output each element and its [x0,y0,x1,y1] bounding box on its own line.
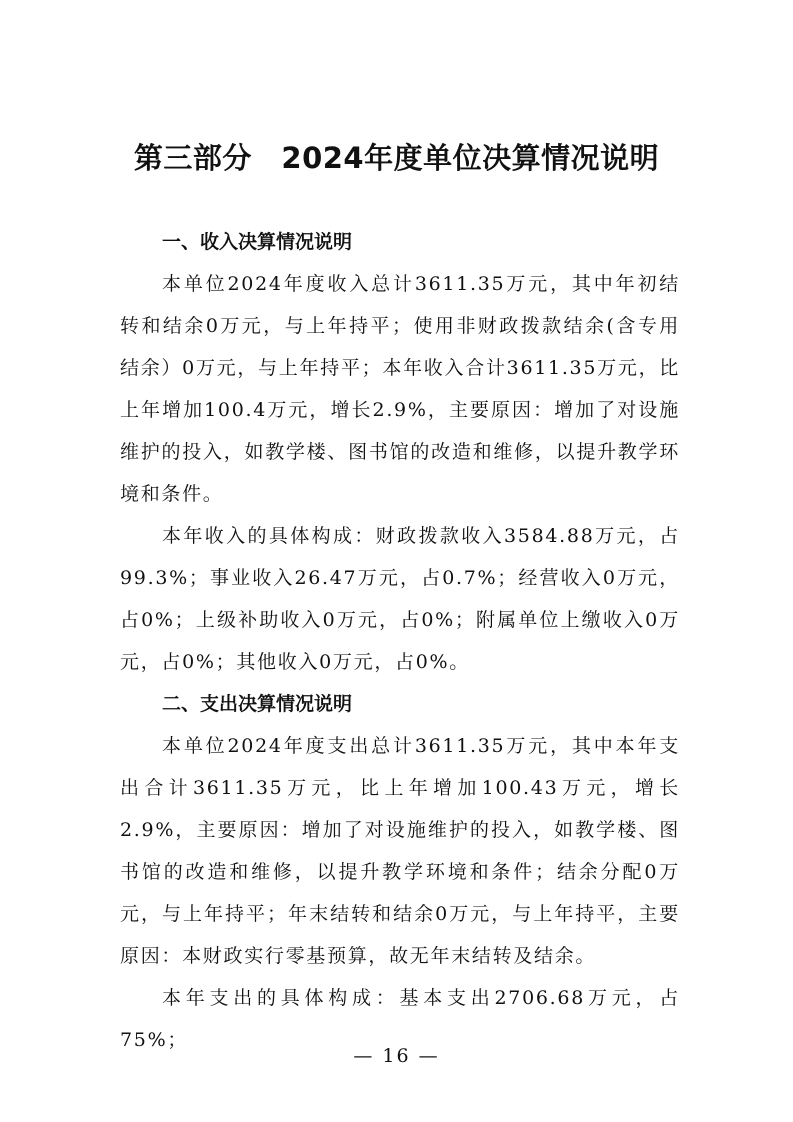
section-heading-expenditure: 二、支出决算情况说明 [162,693,353,715]
document-body [120,221,680,1061]
income-summary-paragraph: 本单位2024年度收入总计3611.35万元，其中年初结转和结余0万元，与上年持平；使用非财政拨款结余(含专用结余）0万元，与上年持平；本年收入合计3611.35万元，比上年增加100.4万元，增长2.9%，主要原因：增加了对设施维护的投入，如教学楼、图书馆的改造和维修，以提升教学环境和条件。 [120,273,680,505]
income-composition-paragraph: 本年收入的具体构成：财政拨款收入3584.88万元，占99.3%；事业收入26.47万元，占0.7%；经营收入0万元，占0%；上级补助收入0万元，占0%；附属单位上缴收入0万元，占0%；其他收入0万元，占0%。 [120,525,680,673]
expenditure-composition-paragraph: 本年支出的具体构成：基本支出2706.68万元，占75%； [120,987,680,1051]
section-heading-income: 一、收入决算情况说明 [162,231,353,253]
page-title: 第三部分 2024年度单位决算情况说明 [133,141,660,175]
expenditure-summary-paragraph: 本单位2024年度支出总计3611.35万元，其中本年支出合计3611.35万元，比上年增加100.43万元，增长2.9%，主要原因：增加了对设施维护的投入，如教学楼、图书馆的改造和维修，以提升教学环境和条件；结余分配0万元，与上年持平；年末结转和结余0万元，与上年持平，主要原因：本财政实行零基预算，故无年末结转及结余。 [120,735,680,967]
page-number: — 16 — [353,1045,440,1067]
